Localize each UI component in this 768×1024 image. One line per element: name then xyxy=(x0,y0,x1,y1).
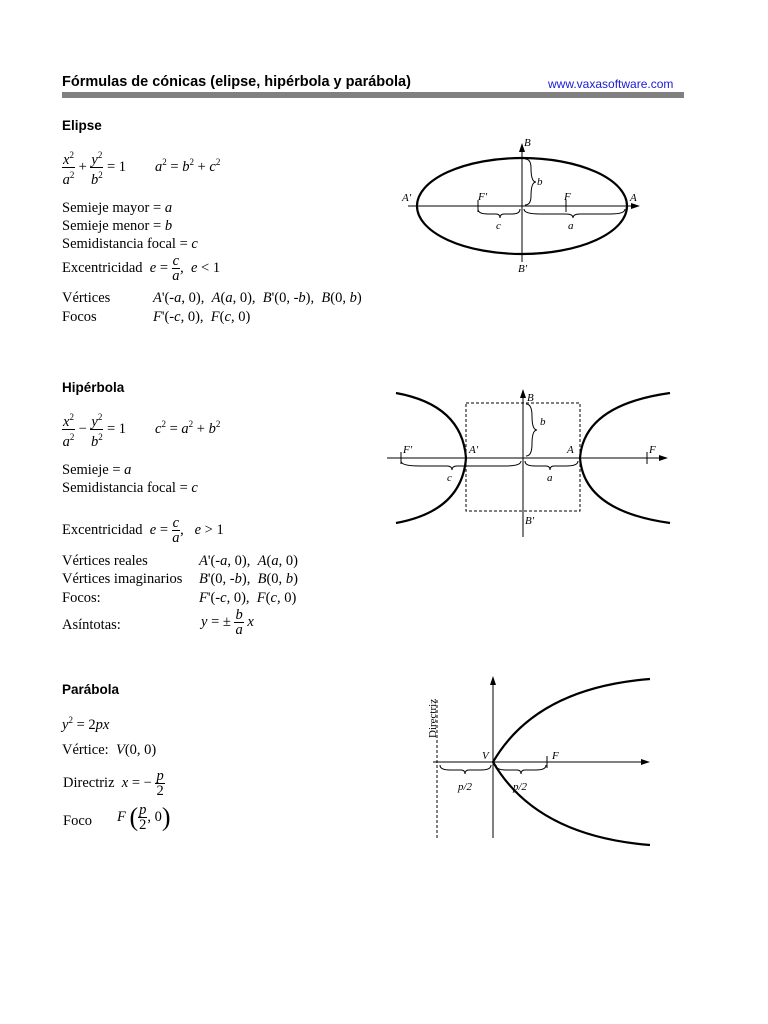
hyperbola-label-c: c xyxy=(447,472,452,484)
parabola-label-p2-right: p/2 xyxy=(513,781,528,793)
ellipse-vertices-values: A'(-a, 0), A(a, 0), B'(0, -b), B(0, b) xyxy=(153,290,362,306)
ellipse-semidistancia: Semidistancia focal = c xyxy=(62,236,198,252)
hyperbola-label-A1: A' xyxy=(469,444,479,456)
ellipse-label-c: c xyxy=(496,220,501,232)
hyperbola-label-F: F xyxy=(649,444,656,456)
hyperbola-section-title: Hipérbola xyxy=(62,380,125,395)
ellipse-label-a: a xyxy=(568,220,574,232)
ellipse-semieje-mayor: Semieje mayor = a xyxy=(62,200,173,216)
parabola-label-p2-left: p/2 xyxy=(458,781,473,793)
hyperbola-vertices-reales: Vértices reales xyxy=(62,553,148,569)
parabola-label-directriz: Directriz xyxy=(427,698,439,738)
parabola-foco: Foco xyxy=(63,813,92,829)
ellipse-label-F: F xyxy=(564,191,571,203)
hyperbola-excentricidad: Excentricidad e = $\frac{c}{a}$ , e > 1 xyxy=(62,515,224,546)
hyperbola-equation: $\frac{x^2}{a^2}$ − $\frac{y^2}{b^2}$ = 1 $c^2 = a^2 + b^2$ xyxy=(62,412,221,450)
ellipse-vertices: Vértices xyxy=(62,290,111,306)
parabola-section-title: Parábola xyxy=(62,682,120,697)
hyperbola-semieje: Semieje = a xyxy=(62,462,132,478)
parabola-vertice: Vértice: V(0, 0) xyxy=(62,742,157,758)
ellipse-section-title: Elipse xyxy=(62,118,102,133)
ellipse-focos: Focos xyxy=(62,309,97,325)
ellipse-semieje-menor: Semieje menor = b xyxy=(62,218,173,234)
hyperbola-label-B2: B' xyxy=(525,515,535,527)
hyperbola-vertices-imaginarios: Vértices imaginarios xyxy=(62,571,183,587)
ellipse-label-B2: B' xyxy=(518,263,528,275)
parabola-equation: $y^2 = 2px$ xyxy=(62,715,110,733)
ellipse-label-A: A xyxy=(630,192,637,204)
ellipse-focos-values: F'(-c, 0), F(c, 0) xyxy=(153,309,251,325)
ellipse-label-b: b xyxy=(537,176,543,188)
hyperbola-focos: Focos: xyxy=(62,590,101,606)
page-title: Fórmulas de cónicas (elipse, hipérbola y parábola) xyxy=(62,74,411,90)
hyperbola-focos-values: F'(-c, 0), F(c, 0) xyxy=(199,590,297,606)
ellipse-label-F1: F' xyxy=(478,191,488,203)
parabola-foco-formula: F ( $\frac{p}{2}$ , 0) xyxy=(117,802,171,833)
hyperbola-label-a: a xyxy=(547,472,553,484)
ellipse-equation: $\frac{x^2}{a^2}$ + $\frac{y^2}{b^2}$ = 1 $a^2 = b^2 + c^2$ xyxy=(62,150,221,188)
ellipse-label-A1: A' xyxy=(402,192,412,204)
parabola-directriz: Directriz x = − $\frac{p}{2}$ xyxy=(63,768,164,799)
parabola-label-V: V xyxy=(482,750,489,762)
hyperbola-label-b: b xyxy=(540,416,546,428)
hyperbola-asintotas-formula: y = ± $\frac{b}{a}$ x xyxy=(201,607,254,638)
hyperbola-asintotas: Asíntotas: xyxy=(62,617,121,633)
hyperbola-label-A: A xyxy=(567,444,574,456)
hyperbola-label-F1: F' xyxy=(403,444,413,456)
hyperbola-vertices-reales-values: A'(-a, 0), A(a, 0) xyxy=(199,553,298,569)
ellipse-excentricidad: Excentricidad e = $\frac{c}{a}$ , e < 1 xyxy=(62,253,221,284)
hyperbola-semidistancia: Semidistancia focal = c xyxy=(62,480,198,496)
hyperbola-label-B: B xyxy=(527,392,534,404)
ellipse-label-B: B xyxy=(524,137,531,149)
website-link[interactable]: www.vaxasoftware.com xyxy=(548,77,674,91)
hyperbola-vertices-imaginarios-values: B'(0, -b), B(0, b) xyxy=(199,571,298,587)
parabola-label-F: F xyxy=(552,750,559,762)
